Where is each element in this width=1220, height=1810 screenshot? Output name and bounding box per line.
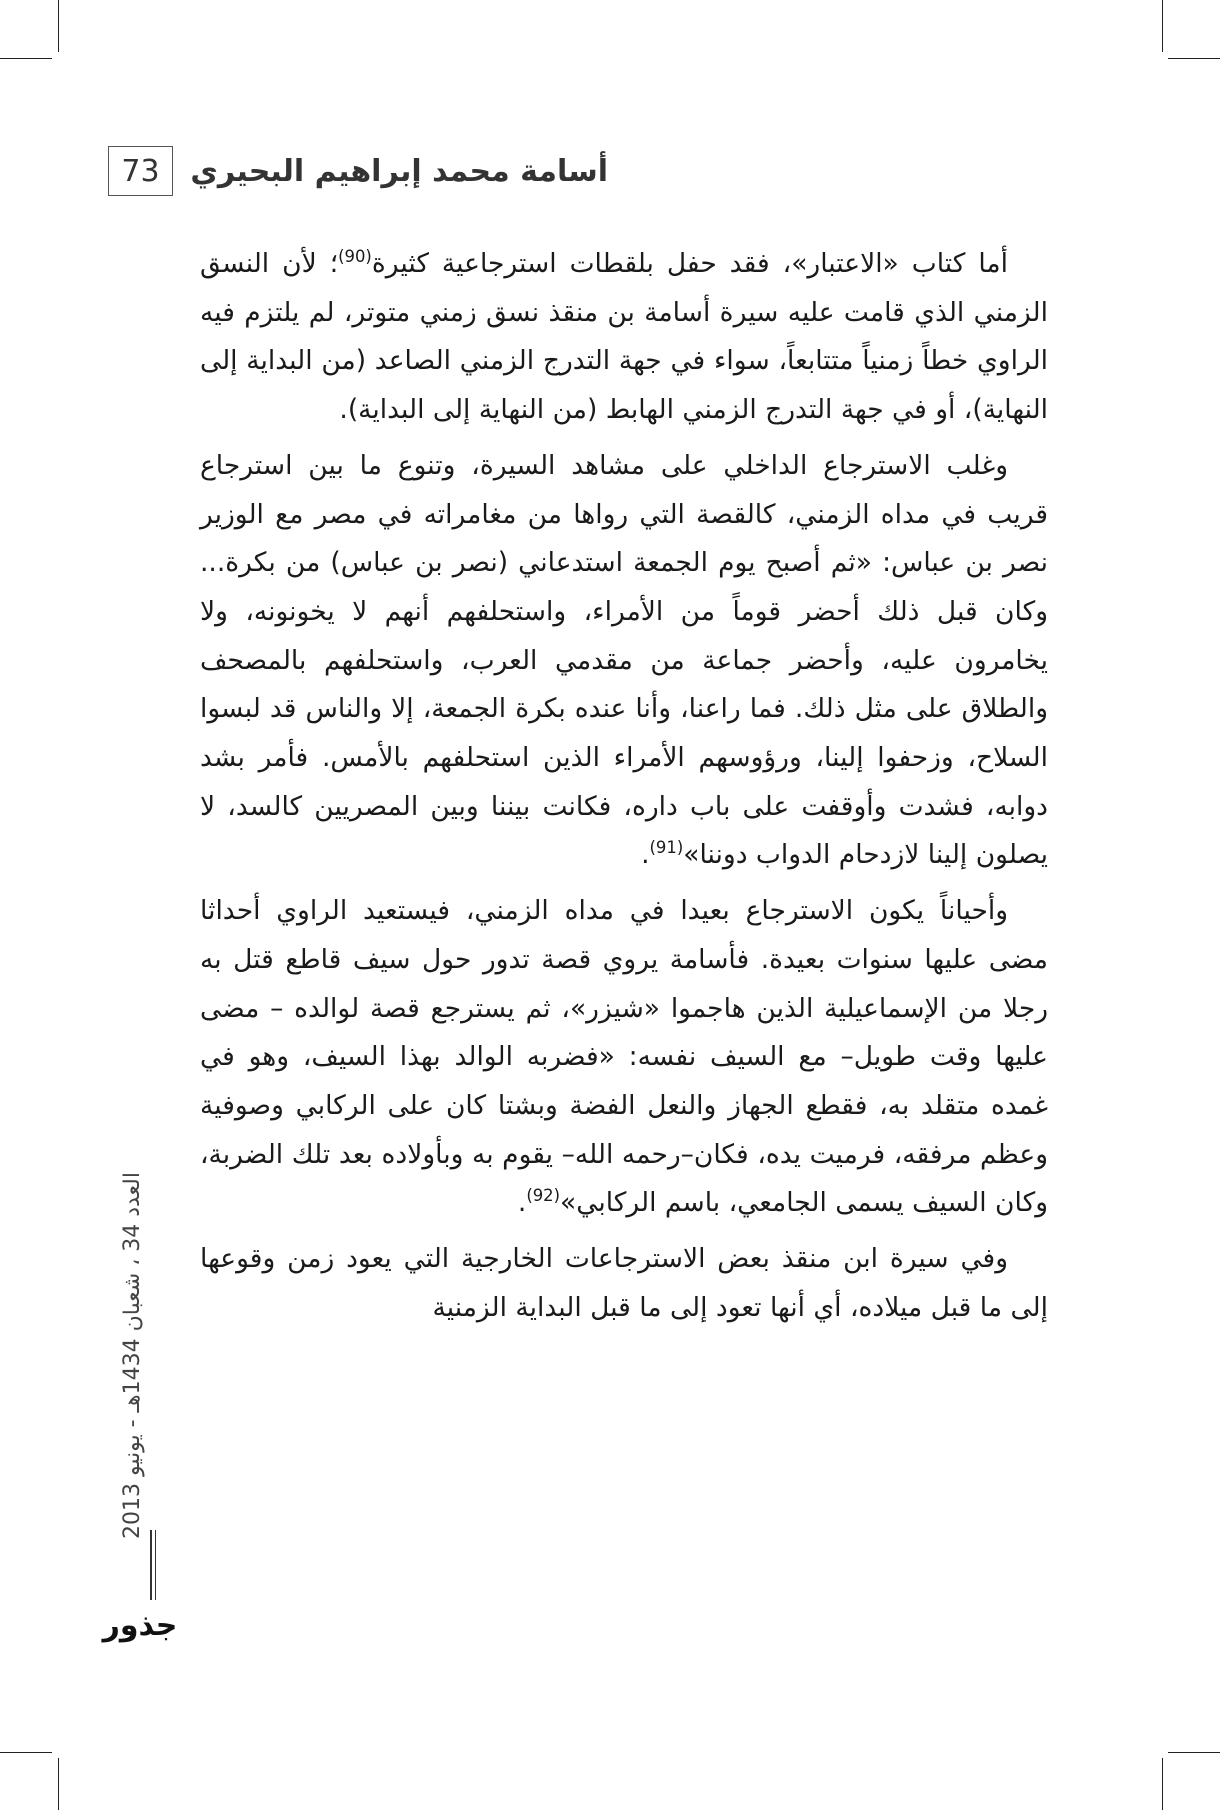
- paragraph: وغلب الاسترجاع الداخلي على مشاهد السيرة، وتنوع ما بين استرجاع قريب في مداه الزمني، كالقصة التي رواها من مغامراته في مصر مع الوزير نصر بن عباس: «ثم أصبح يوم الجمعة استدعاني (نصر بن عباس) من بكرة... وكان قبل ذلك أحضر قوماً من الأمراء، واستحلفهم أنهم لا يخونونه، ولا يخامرون عليه، وأحضر جماعة من مقدمي العرب، واستحلفهم بالمصحف والطلاق على مثل ذلك. فما راعنا، وأنا عنده بكرة الجمعة، إلا والناس قد لبسوا السلاح، وزحفوا إلينا، ورؤوسهم الأمراء الذين استحلفهم بالأمس. فأمر بشد دوابه، فشدت وأوقفت على باب داره، فكانت بيننا وبين المصريين كالسد، لا يصلون إلينا لازدحام الدواب دوننا»$^{(91)}$.: [200, 449, 1048, 871]
- running-title: أسامة محمد إبراهيم البحيري: [190, 153, 608, 189]
- article-body: [200, 240, 1048, 1339]
- paragraph: وأحياناً يكون الاسترجاع بعيدا في مداه الزمني، فيستعيد الراوي أحداثا مضى عليها سنوات بعيدة. فأسامة يروي قصة تدور حول سيف قاطع قتل به رجلا من الإسماعيلية الذين هاجموا «شيزر»، ثم يسترجع قصة لوالده – مضى عليها وقت طويل– مع السيف نفسه: «فضربه الوالد بهذا السيف، وهو في غمده متقلد به، فقطع الجهاز والنعل الفضة وبشتا كان على الركابي وصوفية وعظم مرفقه، فرميت يده، فكان–رحمه الله– يقوم به وبأولاده بعد تلك الضربة، وكان السيف يسمى الجامعي، باسم الركابي»$^{(92)}$.: [200, 895, 1048, 1219]
- divider: [150, 1530, 152, 1600]
- paragraph: أما كتاب «الاعتبار»، فقد حفل بلقطات استرجاعية كثيرة$^{(90)}$؛ لأن النسق الزمني الذي قامت عليه سيرة أسامة بن منقذ نسق زمني متوتر، لم يلتزم فيه الراوي خطاً زمنياً متتابعاً، سواء في جهة التدرج الزمني الصاعد (من البداية إلى النهاية)، أو في جهة التدرج الزمني الهابط (من النهاية إلى البداية).: [200, 247, 1048, 426]
- crop-mark-left-bottom: [0, 1752, 52, 1753]
- footnote-ref[interactable]: (91): [649, 838, 684, 858]
- crop-mark-top-left: [58, 0, 59, 52]
- crop-mark-bottom-right: [1162, 1758, 1163, 1810]
- issue-info-caption: [118, 1150, 146, 1560]
- paragraph: وفي سيرة ابن منقذ بعض الاسترجاعات الخارجية التي يعود زمن وقوعها إلى ما قبل ميلاده، أي أنها تعود إلى ما قبل البداية الزمنية: [200, 1243, 1048, 1323]
- crop-mark-bottom-left: [58, 1758, 59, 1810]
- crop-mark-right-bottom: [1168, 1752, 1220, 1753]
- journal-logo: جذور: [102, 1607, 178, 1643]
- footnote-ref[interactable]: (92): [526, 1186, 561, 1206]
- crop-mark-top-right: [1162, 0, 1163, 52]
- crop-mark-left-top: [0, 58, 52, 59]
- footnote-ref[interactable]: (90): [338, 247, 372, 267]
- divider: [155, 1530, 156, 1600]
- crop-mark-right-top: [1168, 58, 1220, 59]
- page-number: 73: [108, 146, 173, 196]
- issue-info-text: العدد 34 ، شعبان 1434هـ - يونيو 2013: [119, 1171, 145, 1539]
